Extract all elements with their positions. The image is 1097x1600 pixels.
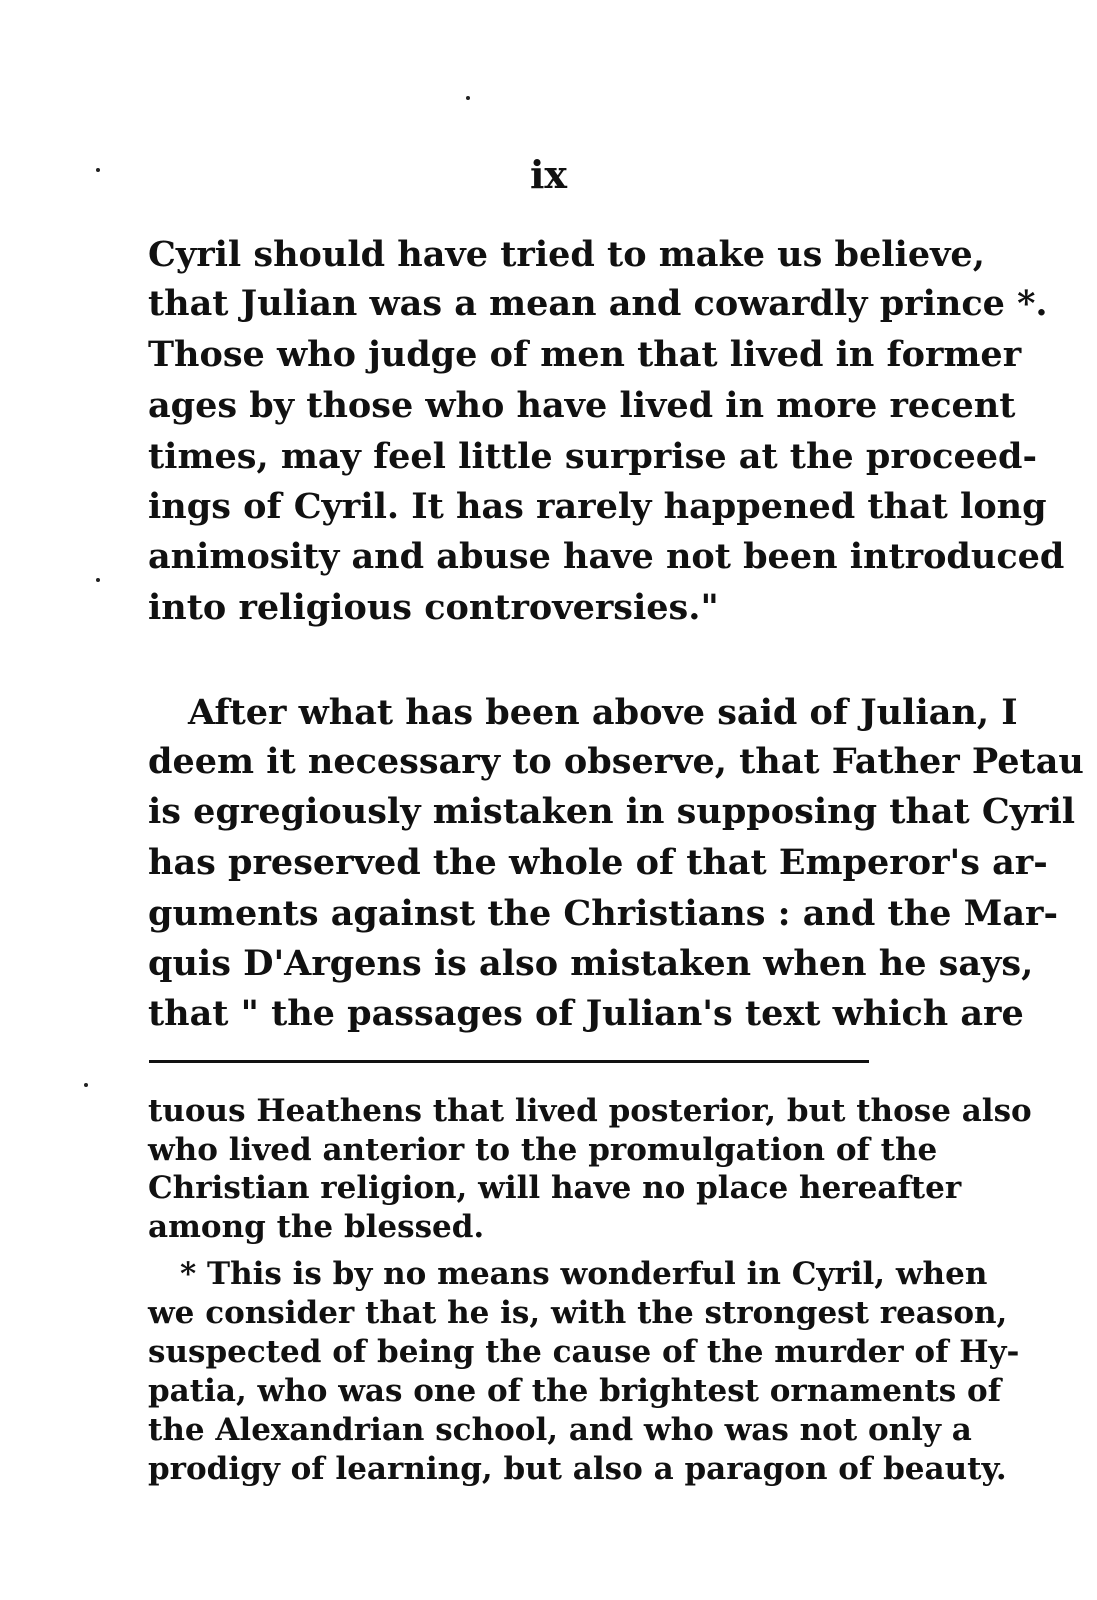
text-line: guments against the Christians : and the Mar-	[148, 893, 1058, 934]
text-line: into religious controversies."	[148, 587, 719, 628]
footnote-line: tuous Heathens that lived posterior, but those also	[148, 1093, 1032, 1129]
print-speck	[96, 578, 100, 582]
footnote-line: the Alexandrian school, and who was not only a	[148, 1412, 972, 1448]
print-speck	[84, 1083, 88, 1087]
footnote-line: among the blessed.	[148, 1209, 485, 1245]
footnote-line: * This is by no means wonderful in Cyril, when	[180, 1256, 988, 1292]
text-line: has preserved the whole of that Emperor's ar-	[148, 842, 1048, 883]
text-line: animosity and abuse have not been introduced	[148, 536, 1065, 577]
text-line: Those who judge of men that lived in former	[148, 334, 1022, 375]
text-line: quis D'Argens is also mistaken when he says,	[148, 943, 1034, 984]
text-line: that Julian was a mean and cowardly prince *.	[148, 283, 1048, 324]
text-line: is egregiously mistaken in supposing that Cyril	[148, 791, 1076, 832]
text-line: ages by those who have lived in more recent	[148, 385, 1016, 426]
page-number: ix	[529, 152, 568, 197]
footnote-line: we consider that he is, with the strongest reason,	[148, 1295, 1008, 1331]
text-line: After what has been above said of Julian, I	[188, 692, 1018, 733]
text-line: deem it necessary to observe, that Father Petau	[148, 741, 1084, 782]
print-speck	[466, 96, 470, 100]
footnote-line: Christian religion, will have no place hereafter	[148, 1170, 962, 1206]
text-line: ings of Cyril. It has rarely happened that long	[148, 486, 1047, 527]
text-line: times, may feel little surprise at the proceed-	[148, 436, 1037, 477]
text-line: Cyril should have tried to make us believe,	[148, 234, 985, 275]
footnote-line: suspected of being the cause of the murder of Hy-	[148, 1334, 1020, 1370]
footnote-line: who lived anterior to the promulgation of the	[148, 1132, 938, 1168]
footnote-divider	[149, 1060, 869, 1063]
footnote-line: prodigy of learning, but also a paragon of beauty.	[148, 1451, 1007, 1487]
footnote-line: patia, who was one of the brightest ornaments of	[148, 1373, 1002, 1409]
text-line: that " the passages of Julian's text which are	[148, 993, 1024, 1034]
